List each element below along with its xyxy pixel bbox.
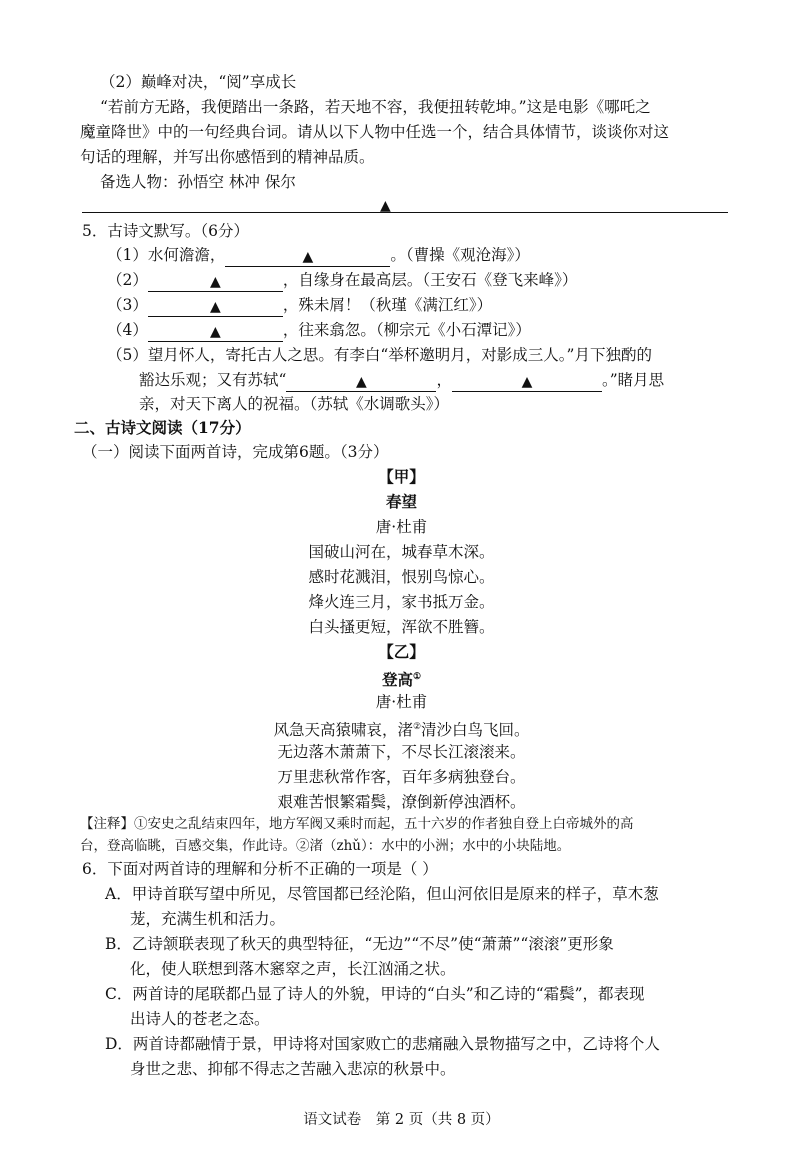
poem-a-line-2: 感时花溅泪，恨别鸟惊心。 (308, 568, 495, 586)
q4-2-options: 备选人物：孙悟空 林冲 保尔 (100, 173, 296, 191)
poem-b-line-1-post: 清沙白鸟飞回。 (421, 721, 530, 740)
q6-option-d[interactable]: D．两首诗都融情于景，甲诗将对国家败亡的悲痛融入景物描写之中，乙诗将个人 (105, 1035, 660, 1053)
annotation-line-2: 台，登高临眺，百感交集，作此诗。②渚（zhǔ）：水中的小洲；水中的小块陆地。 (80, 838, 571, 854)
footnote-ref-1: ① (412, 672, 422, 682)
poem-b-line-1 (0, 715, 803, 742)
q6-option-c-cont: 出诗人的苍老之态。 (130, 1010, 270, 1028)
poem-b-title-text: 登高 (381, 670, 413, 690)
answer-line (82, 212, 728, 213)
q5-line-5b-mid: ， (436, 371, 452, 389)
poem-a-line-3: 烽火连三月，家书抵万金。 (308, 593, 495, 611)
footnote-ref-2: ② (412, 722, 422, 732)
q4-2-paragraph-line-3: 句话的理解，并写出你感悟到的精神品质。 (80, 148, 375, 166)
fill-blank-2[interactable] (148, 273, 283, 292)
poem-a-line-1: 国破山河在，城春草木深。 (308, 543, 495, 561)
q5-line-2 (107, 268, 577, 292)
q5-line-4-suffix: ，往来翕忽。（柳宗元《小石潭记》） (282, 321, 531, 339)
q5-line-1-suffix: 。（曹操《观沧海》） (390, 246, 530, 264)
poem-a-author: 唐·杜甫 (375, 518, 428, 536)
poem-b-title (0, 665, 803, 692)
q5-line-5b (139, 368, 664, 392)
poem-a-line-4: 白头搔更短，浑欲不胜簪。 (308, 618, 495, 636)
section-2-subheading: （一）阅读下面两首诗，完成第6题。（3分） (82, 443, 389, 461)
q5-line-3 (107, 293, 492, 317)
q5-line-4-prefix: （4） (107, 321, 148, 339)
q6-stem: 6．下面对两首诗的理解和分析不正确的一项是（ ） (82, 860, 438, 878)
section-2-heading: 二、古诗文阅读（17分） (74, 418, 251, 437)
poem-b-line-1-pre: 风急天高猿啸哀，渚 (273, 721, 413, 740)
blank-mark: ▲ (302, 249, 314, 265)
fill-blank-3[interactable] (148, 298, 283, 317)
q5-line-2-suffix: ，自缘身在最高层。（王安石《登飞来峰》） (282, 271, 578, 289)
q5-line-4 (107, 318, 531, 342)
poem-a-tag: 【甲】 (378, 467, 425, 486)
q6-option-d-cont: 身世之悲、抑郁不得志之苦融入悲凉的秋景中。 (130, 1060, 456, 1078)
q4-2-heading: （2）巅峰对决，“阅”享成长 (100, 73, 297, 91)
q6-option-b[interactable]: B．乙诗颔联表现了秋天的典型特征，“无边”“不尽”使“萧萧”“滚滚”更形象 (105, 935, 614, 953)
q6-option-a[interactable]: A．甲诗首联写望中所见，尽管国都已经沦陷，但山河依旧是原来的样子，草木葱 (105, 885, 659, 903)
fill-blank-1[interactable] (225, 248, 390, 267)
fill-blank-6[interactable] (452, 373, 602, 392)
annotation-line-1: 【注释】①安史之乱结束四年，地方军阀又乘时而起，五十六岁的作者独自登上白帝城外的高 (80, 816, 634, 832)
poem-b-line-4: 艰难苦恨繁霜鬓，潦倒新停浊酒杯。 (277, 793, 526, 811)
q5-line-3-prefix: （3） (107, 296, 148, 314)
q5-line-5c: 亲，对天下离人的祝福。（苏轼《水调歌头》） (139, 395, 450, 413)
q5-line-5b-suffix: 。”睹月思 (601, 371, 665, 389)
poem-b-tag: 【乙】 (378, 642, 425, 661)
q5-heading: 5．古诗文默写。（6分） (82, 222, 249, 240)
q6-option-a-cont: 茏，充满生机和活力。 (130, 910, 286, 928)
blank-mark: ▲ (209, 274, 221, 290)
blank-mark: ▲ (521, 374, 533, 390)
fill-blank-4[interactable] (148, 323, 283, 342)
blank-mark: ▲ (356, 374, 367, 390)
answer-mark-triangle: ▲ (380, 198, 391, 214)
page-footer: 语文试卷 第 2 页（共 8 页） (303, 1112, 500, 1128)
q5-line-3-suffix: ，殊未屑！（秋瑾《满江红》） (282, 296, 493, 314)
q5-line-2-prefix: （2） (107, 271, 148, 289)
q4-2-paragraph-line-1: “若前方无路，我便踏出一条路，若天地不容，我便扭转乾坤。”这是电影《哪吒之 (100, 98, 651, 116)
q4-2-paragraph-line-2: 魔童降世》中的一句经典台词。请从以下人物中任选一个，结合具体情节，谈谈你对这 (80, 123, 670, 141)
q5-line-1-prefix: （1）水何澹澹， (107, 246, 226, 264)
q5-line-1 (107, 243, 530, 267)
q5-line-5b-prefix: 豁达乐观；又有苏轼“ (139, 371, 287, 389)
blank-mark: ▲ (209, 299, 221, 315)
poem-b-line-2: 无边落木萧萧下，不尽长江滚滚来。 (277, 743, 526, 761)
poem-a-title: 春望 (385, 492, 417, 511)
poem-b-author: 唐·杜甫 (375, 693, 428, 711)
q6-option-b-cont: 化，使人联想到落木窸窣之声，长江汹涌之状。 (130, 960, 456, 978)
fill-blank-5[interactable] (286, 373, 436, 392)
q5-line-5a: （5）望月怀人，寄托古人之思。有李白“举杯邀明月，对影成三人。”月下独酌的 (107, 346, 652, 364)
q6-option-c[interactable]: C．两首诗的尾联都凸显了诗人的外貌，甲诗的“白头”和乙诗的“霜鬓”，都表现 (105, 985, 645, 1003)
poem-b-line-3: 万里悲秋常作客，百年多病独登台。 (277, 768, 526, 786)
blank-mark: ▲ (209, 324, 221, 340)
